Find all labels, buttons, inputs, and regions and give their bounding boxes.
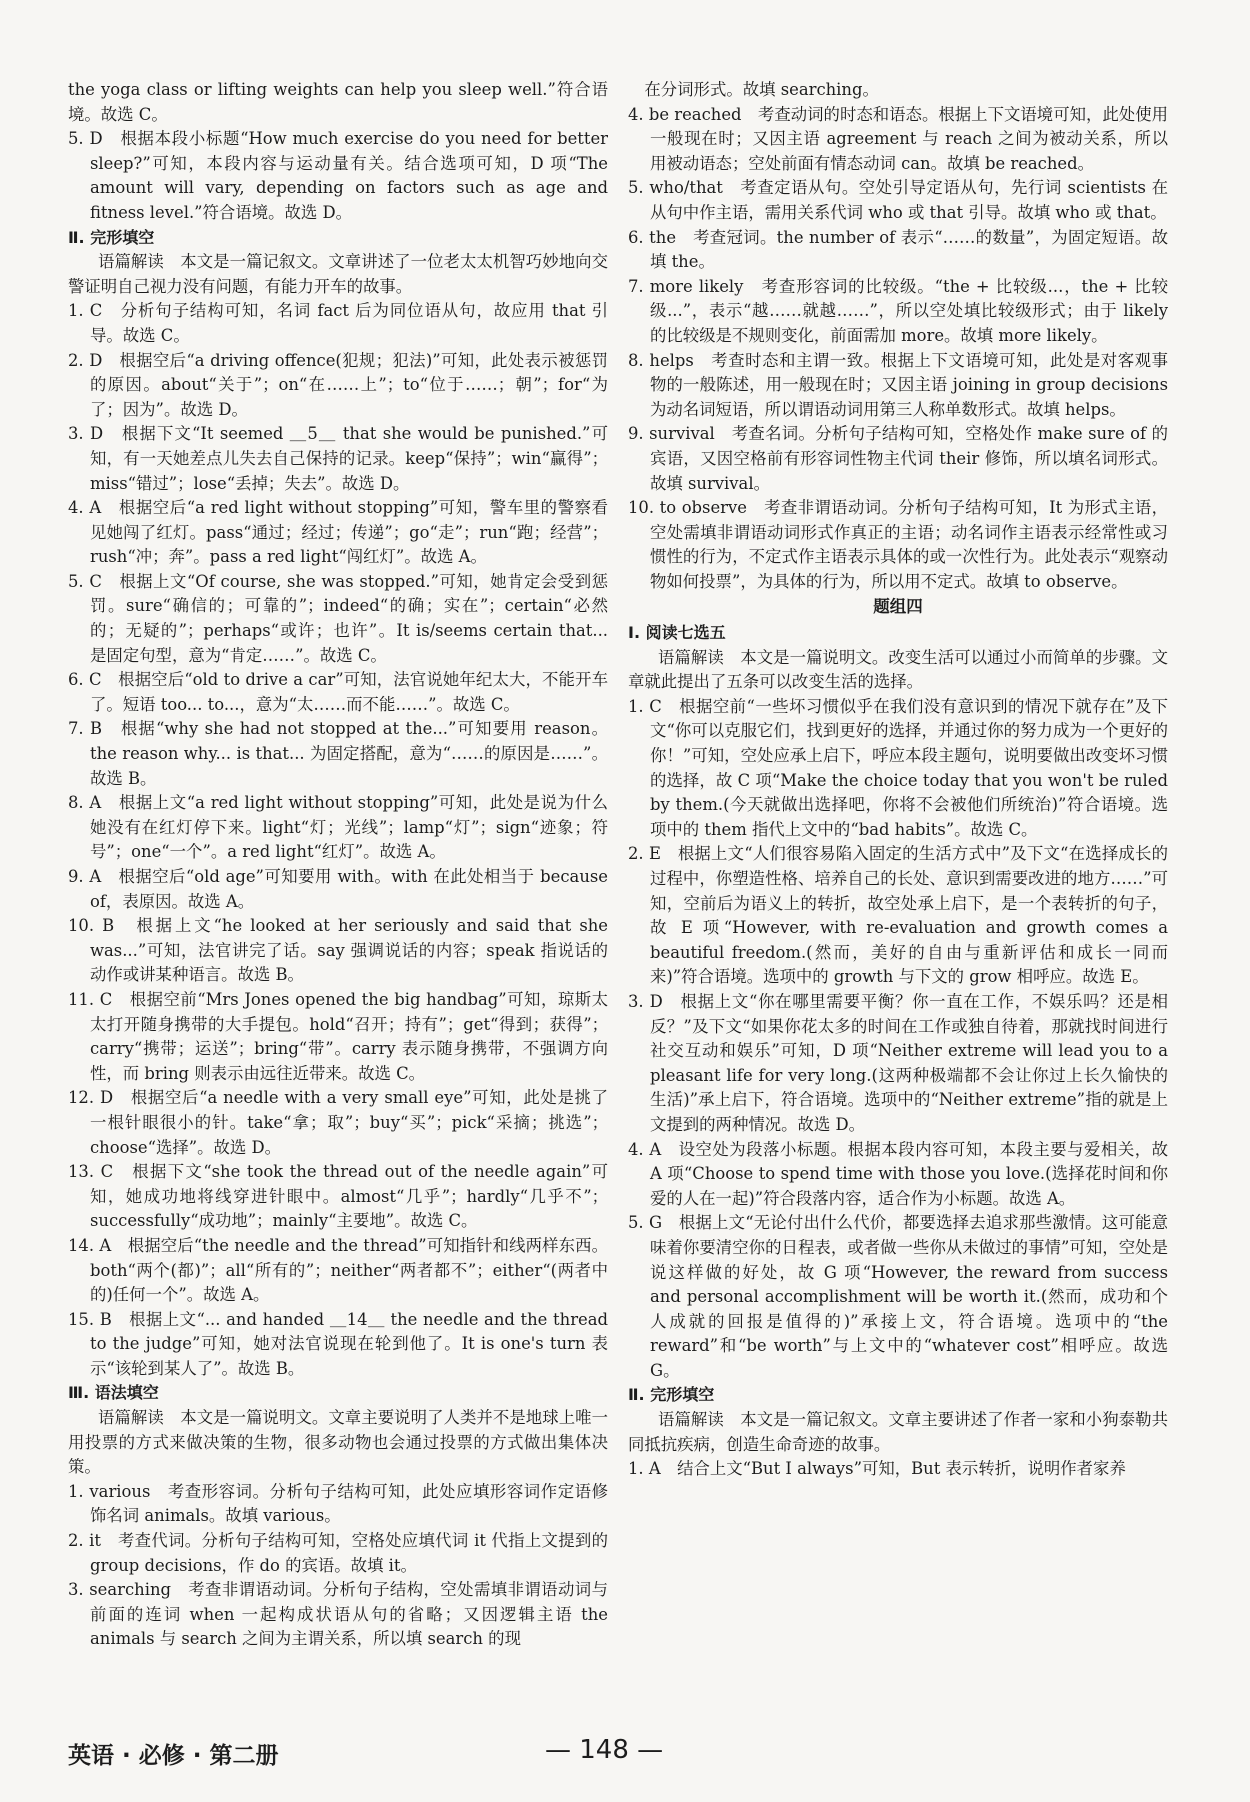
answer-item: 3. D 根据下文“It seemed ＿5＿ that she would be punished.”可知，有一天她差点儿失去自己保持的记录。keep“保持”；win“赢得”；miss“错过”；lose“丢掉；失去”。故选 D。 xyxy=(68,424,608,493)
section-heading: Ⅲ. 语法填空 xyxy=(68,1383,159,1403)
passage-analysis: 语篇解读 本文是一篇说明文。改变生活可以通过小而简单的步骤。文章就此提出了五条可以改变生活的选择。 xyxy=(628,647,1168,692)
answer-item: 5. G 根据上文“无论付出什么代价，都要选择去追求那些激情。这可能意味着你要清空你的日程表，或者做一些你从未做过的事情”可知，空处是说这样做的好处，故 G 项“However, the reward from success and personal accomplishment will be worth it.(然而，成功和个人成就的回报是值得的)”承接上文，符合语境。选项中的“the reward”和“be worth”与上文中的“whatever cost”相呼应。故选 G。 xyxy=(628,1213,1168,1380)
answer-item: 9. A 根据空后“old age”可知要用 with。with 在此处相当于 because of，表原因。故选 A。 xyxy=(68,867,608,911)
answer-item: 在分词形式。故填 searching。 xyxy=(628,80,879,99)
answer-item: 3. searching 考查非谓语动词。分析句子结构，空处需填非谓语动词与前面的连词 when 一起构成状语从句的省略；又因逻辑主语 the animals 与 search 之间为主谓关系，所以填 search 的现 xyxy=(68,1580,608,1649)
answer-item: 1. various 考查形容词。分析句子结构可知，此处应填形容词作定语修饰名词 animals。故填 various。 xyxy=(68,1481,608,1526)
answer-item: 6. the 考查冠词。the number of 表示“……的数量”，为固定短语。故填 the。 xyxy=(628,227,1168,272)
answer-item: 5. who/that 考查定语从句。空处引导定语从句，先行词 scientists 在从句中作主语，需用关系代词 who 或 that 引导。故填 who 或 that。 xyxy=(628,178,1168,222)
answer-item: 5. C 根据上文“Of course, she was stopped.”可知，她肯定会受到惩罚。sure“确信的；可靠的”；indeed“的确；实在”；certain“必然的；无疑的”；perhaps“或许；也许”。It is/seems certain that... 是固定句型，意为“肯定……”。故选 C。 xyxy=(68,571,608,665)
answer-item: 1. C 根据空前“一些坏习惯似乎在我们没有意识到的情况下就存在”及下文“你可以克服它们，找到更好的选择，并通过你的努力成为一个更好的你！”可知，空处应承上启下，呼应本段主题句，说明要做出改变坏习惯的选择，故 C 项“Make the choice today that you won't be ruled by them.(今天就做出选择吧，你将不会被他们所统治)”符合语境。选项中的 them 指代上文中的“bad habits”。故选 C。 xyxy=(628,696,1168,839)
passage-analysis: 语篇解读 本文是一篇记叙文。文章主要讲述了作者一家和小狗泰勒共同抵抗疾病，创造生命奇迹的故事。 xyxy=(628,1410,1168,1454)
passage-analysis: 语篇解读 本文是一篇说明文。文章主要说明了人类并不是地球上唯一用投票的方式来做决策的生物，很多动物也会通过投票的方式做出集体决策。 xyxy=(68,1408,608,1477)
answer-item: 4. A 设空处为段落小标题。根据本段内容可知，本段主要与爱相关，故 A 项“Choose to spend time with those you love.(选择花时间和你爱的人在一起)”符合段落内容，适合作为小标题。故选 A。 xyxy=(628,1139,1168,1208)
answer-item: 3. D 根据上文“你在哪里需要平衡？你一直在工作，不娱乐吗？还是相反？”及下文“如果你花太多的时间在工作或独自待着，那就找时间进行社交互动和娱乐”可知，D 项“Neither extreme will lead you to a pleasant life for very long.(这两种极端都不会让你过上长久愉快的生活)”承上启下，符合语境。选项中的“Neither extreme”指的就是上文提到的两种情况。故选 D。 xyxy=(628,991,1168,1134)
page-number: — 148 — xyxy=(545,1735,664,1765)
section-heading: Ⅱ. 完形填空 xyxy=(628,1385,715,1405)
answer-item: 10. to observe 考查非谓语动词。分析句子结构可知，It 为形式主语，空处需填非谓语动词形式作真正的主语；动名词作主语表示经常性或习惯性的行为，不定式作主语表示具体的或一次性行为。此处表示“观察动物如何投票”，为具体的行为，所以用不定式。故填 to observe。 xyxy=(628,498,1168,591)
answer-item: the yoga class or lifting weights can help you sleep well.”符合语境。故选 C。 xyxy=(68,80,608,124)
answer-item: 10. B 根据上文“he looked at her seriously and said that she was...”可知，法官讲完了话。say 强调说话的内容；speak 指说话的动作或讲某种语言。故选 B。 xyxy=(68,916,608,985)
answer-item: 15. B 根据上文“... and handed ＿14＿ the needle and the thread to the judge”可知，她对法官说现在轮到他了。It is one's turn 表示“该轮到某人了”。故选 B。 xyxy=(68,1309,608,1378)
answer-item: 7. B 根据“why she had not stopped at the...”可知要用 reason。the reason why... is that... 为固定搭配，意为“……的原因是……”。故选 B。 xyxy=(68,719,608,788)
passage-analysis: 语篇解读 本文是一篇记叙文。文章讲述了一位老太太机智巧妙地向交警证明自己视力没有问题，有能力开车的故事。 xyxy=(68,252,608,296)
answer-item: 4. A 根据空后“a red light without stopping”可知，警车里的警察看见她闯了红灯。pass“通过；经过；传递”；go“走”；run“跑；经营”；rush“冲；奔”。pass a red light“闯红灯”。故选 A。 xyxy=(68,498,608,567)
answer-item: 14. A 根据空后“the needle and the thread”可知指针和线两样东西。both“两个(都)”；all“所有的”；neither“两者都不”；either“(两者中的)任何一个”。故选 A。 xyxy=(68,1235,608,1305)
answer-item: 1. A 结合上文“But I always”可知，But 表示转折，说明作者家养 xyxy=(628,1459,1126,1479)
answer-item: 2. it 考查代词。分析句子结构可知，空格处应填代词 it 代指上文提到的 group decisions，作 do 的宾语。故填 it。 xyxy=(68,1531,608,1575)
answer-item: 5. D 根据本段小标题“How much exercise do you need for better sleep?”可知，本段内容与运动量有关。结合选项可知，D 项“The amount will vary, depending on factors such as age and fitness level.”符合语境。故选 D。 xyxy=(68,129,608,222)
answer-item: 6. C 根据空后“old to drive a car”可知，法官说她年纪太大，不能开车了。短语 too... to...，意为“太……而不能……”。故选 C。 xyxy=(68,670,608,714)
answer-item: 2. D 根据空后“a driving offence(犯规；犯法)”可知，此处表示被惩罚的原因。about“关于”；on“在……上”；to“位于……；朝”；for“为了；因为”。故选 D。 xyxy=(68,350,608,419)
group-heading: 题组四 xyxy=(873,597,923,617)
left-column xyxy=(68,78,608,1652)
answer-item: 9. survival 考查名词。分析句子结构可知，空格处作 make sure of 的宾语，又因空格前有形容词性物主代词 their 修饰，所以填名词形式。故填 survival。 xyxy=(628,424,1168,493)
section-heading: Ⅱ. 完形填空 xyxy=(68,227,155,247)
answer-item: 11. C 根据空前“Mrs Jones opened the big handbag”可知，琼斯太太打开随身携带的大手提包。hold“召开；持有”；get“得到；获得”；carry“携带；运送”；bring“带”。carry 表示随身携带，不强调方向性，而 bring 则表示由远往近带来。故选 C。 xyxy=(68,989,608,1083)
answer-item: 2. E 根据上文“人们很容易陷入固定的生活方式中”及下文“在选择成长的过程中，你塑造性格、培养自己的长处、意识到需要改进的地方……”可知，空前后为语义上的转折，故空处承上启下，是一个表转折的句子，故 E 项“However, with re-evaluation and growth comes a beautiful freedom.(然而，美好的自由与重新评估和成长一同而来)”符合语境。选项中的 growth 与下文的 grow 相呼应。故选 E。 xyxy=(628,844,1168,987)
answer-item: 8. A 根据上文“a red light without stopping”可知，此处是说为什么她没有在红灯停下来。light“灯；光线”；lamp“灯”；sign“迹象；符号”；one“一个”。a red light“红灯”。故选 A。 xyxy=(68,793,608,862)
answer-item: 8. helps 考查时态和主谓一致。根据上下文语境可知，此处是对客观事物的一般陈述，用一般现在时；又因主语 joining in group decisions 为动名词短语，所以谓语动词用第三人称单数形式。故填 helps。 xyxy=(628,350,1168,419)
right-column xyxy=(628,78,1168,1482)
answer-item: 12. D 根据空后“a needle with a very small eye”可知，此处是挑了一根针眼很小的针。take“拿；取”；buy“买”；pick“采摘；挑选”；choose“选择”。故选 D。 xyxy=(68,1088,608,1157)
answer-item: 7. more likely 考查形容词的比较级。“the + 比较级...，the + 比较级...”，表示“越……就越……”，所以空处填比较级形式；由于 likely 的比较级是不规则变化，前面需加 more。故填 more likely。 xyxy=(628,276,1168,345)
book-title: 英语 · 必修 · 第二册 xyxy=(68,1743,279,1769)
answer-item: 4. be reached 考查动词的时态和语态。根据上下文语境可知，此处使用一般现在时；又因主语 agreement 与 reach 之间为被动关系，所以用被动语态；空处前面有情态动词 can。故填 be reached。 xyxy=(628,104,1168,173)
section-heading: Ⅰ. 阅读七选五 xyxy=(628,623,726,643)
answer-item: 13. C 根据下文“she took the thread out of the needle again”可知，她成功地将线穿进针眼中。almost“几乎”；hardly“几乎不”；successfully“成功地”；mainly“主要地”。故选 C。 xyxy=(68,1162,608,1231)
answer-item: 1. C 分析句子结构可知，名词 fact 后为同位语从句，故应用 that 引导。故选 C。 xyxy=(68,301,608,345)
